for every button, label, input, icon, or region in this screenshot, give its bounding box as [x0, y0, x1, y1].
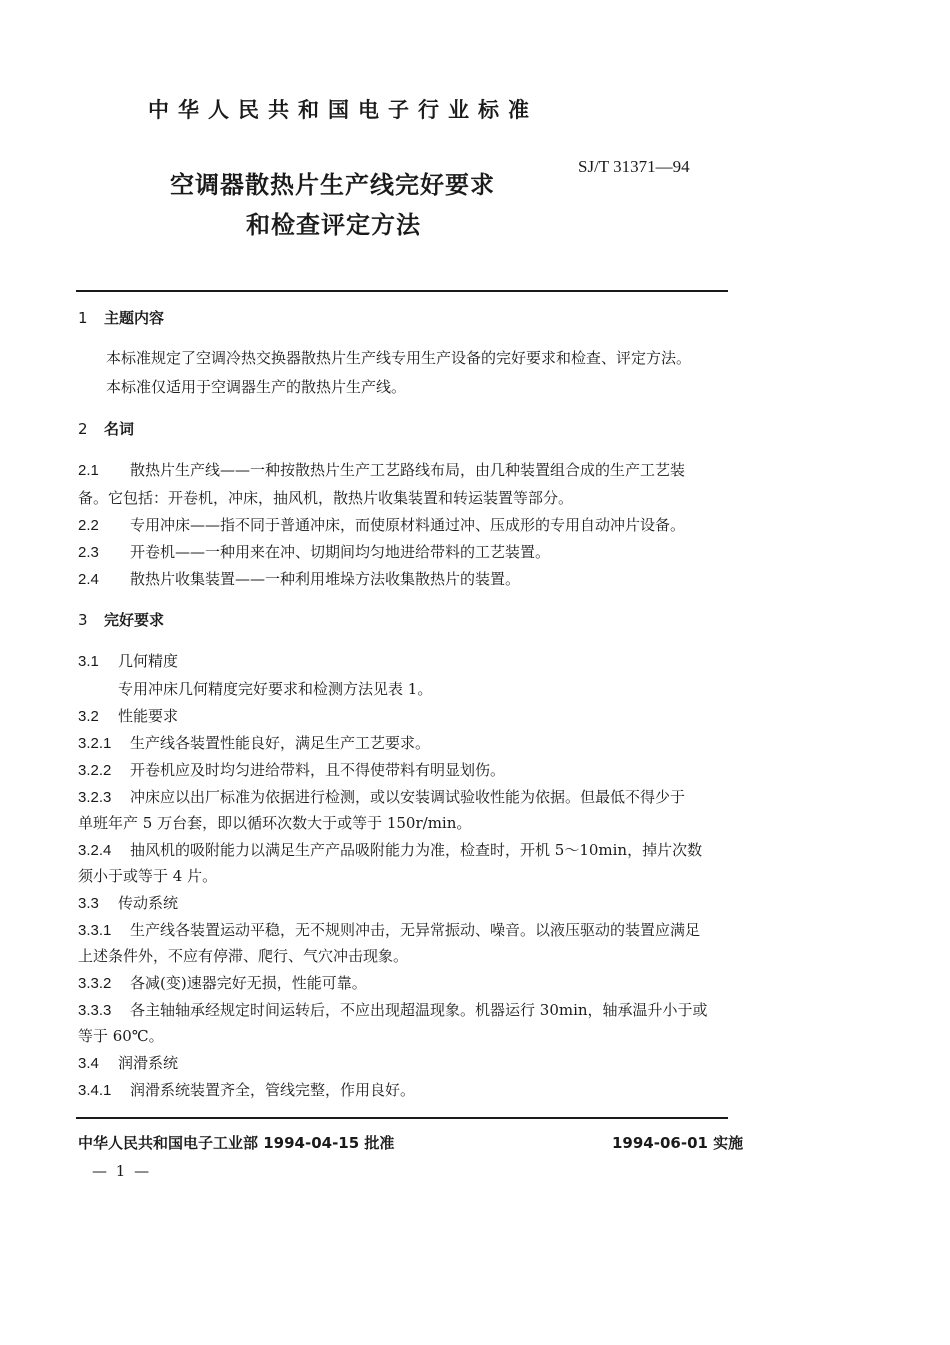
clause-2-2: 2.2 专用冲床——指不同于普通冲床，而使原材料通过冲、压成形的专用自动冲片设备。 [78, 516, 686, 534]
clause-3-4-1: 3.4.1 润滑系统装置齐全，管线完整，作用良好。 [78, 1081, 416, 1099]
clause-3-3-3-cont: 等于 60℃。 [78, 1027, 164, 1045]
clause-2-3: 2.3 开卷机——一种用来在冲、切期间均匀地进给带料的工艺装置。 [78, 543, 551, 561]
clause-3-2-4-cont: 须小于或等于 4 片。 [78, 867, 218, 885]
implementation-date: 1994-06-01 实施 [612, 1134, 744, 1152]
clause-3-2-3-cont: 单班年产 5 万台套，即以循环次数大于或等于 150r/min。 [78, 814, 472, 832]
standard-category: 中华人民共和国电子行业标准 [148, 98, 538, 122]
clause-3-3: 3.3 传动系统 [78, 894, 179, 912]
clause-3-3-1-cont: 上述条件外，不应有停滞、爬行、气穴冲击现象。 [78, 947, 409, 965]
section-heading-1: 1 主题内容 [78, 309, 165, 327]
document-title-line1: 空调器散热片生产线完好要求 [170, 171, 495, 199]
clause-3-3-3: 3.3.3 各主轴轴承经规定时间运转后，不应出现超温现象。机器运行 30min，轴承温升小于或 [78, 1001, 708, 1019]
clause-2-4: 2.4 散热片收集装置——一种利用堆垛方法收集散热片的装置。 [78, 570, 521, 588]
page-number: — 1 — [92, 1162, 152, 1180]
clause-3-2-1: 3.2.1 生产线各装置性能良好，满足生产工艺要求。 [78, 734, 431, 752]
section-heading-3: 3 完好要求 [78, 611, 165, 629]
clause-3-2-4: 3.2.4 抽风机的吸附能力以满足生产产品吸附能力为准，检查时，开机 5～10min，掉片次数 [78, 841, 703, 859]
clause-3-1-text: 专用冲床几何精度完好要求和检测方法见表 1。 [118, 680, 433, 698]
clause-3-3-1: 3.3.1 生产线各装置运动平稳，无不规则冲击，无异常振动、噪音。以液压驱动的装置应满足 [78, 921, 701, 939]
paragraph: 本标准规定了空调冷热交换器散热片生产线专用生产设备的完好要求和检查、评定方法。 [106, 349, 692, 367]
clause-2-1: 2.1 散热片生产线——一种按散热片生产工艺路线布局，由几种装置组合成的生产工艺装 [78, 461, 686, 479]
clause-3-3-2: 3.3.2 各减(变)速器完好无损，性能可靠。 [78, 974, 367, 992]
clause-3-2-2: 3.2.2 开卷机应及时均匀进给带料，且不得使带料有明显划伤。 [78, 761, 506, 779]
footer-divider [76, 1117, 728, 1119]
clause-3-2-3: 3.2.3 冲床应以出厂标准为依据进行检测，或以安装调试验收性能为依据。但最低不得少于 [78, 788, 686, 806]
approval-line: 中华人民共和国电子工业部 1994-04-15 批准 [78, 1134, 395, 1152]
standard-number: SJ/T 31371—94 [578, 157, 690, 176]
clause-3-1: 3.1 几何精度 [78, 652, 179, 670]
paragraph: 本标准仅适用于空调器生产的散热片生产线。 [106, 378, 407, 396]
clause-3-2: 3.2 性能要求 [78, 707, 179, 725]
section-heading-2: 2 名词 [78, 420, 135, 438]
clause-2-1-cont: 备。它包括：开卷机，冲床，抽风机，散热片收集装置和转运装置等部分。 [78, 489, 574, 507]
clause-3-4: 3.4 润滑系统 [78, 1054, 179, 1072]
header-divider [76, 290, 728, 292]
document-title-line2: 和检查评定方法 [246, 211, 421, 239]
